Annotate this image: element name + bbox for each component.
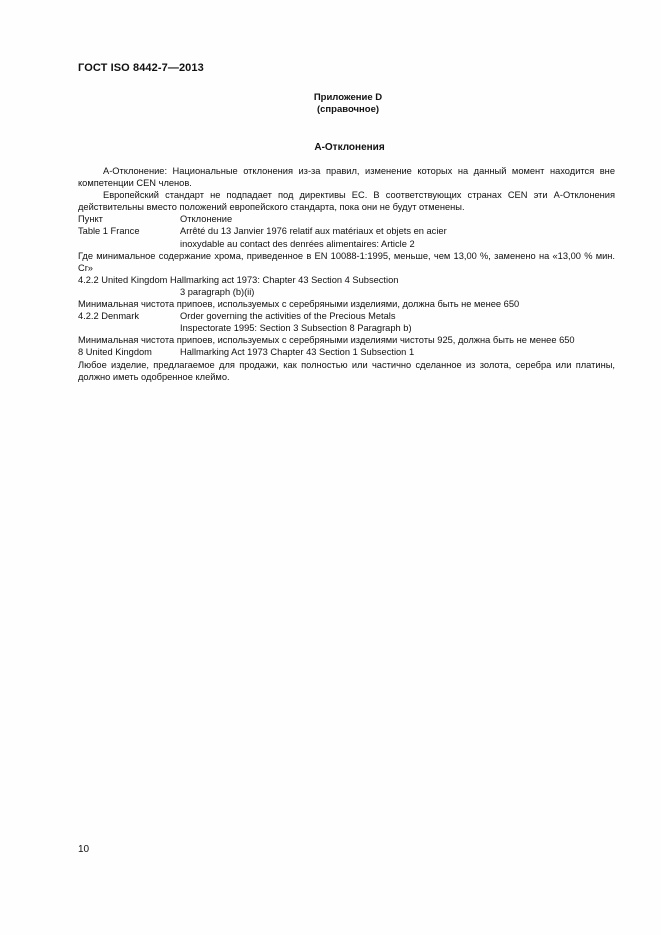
clause-denmark: 4.2.2 Denmark (78, 311, 139, 322)
section-title-text: А-Отклонения (314, 142, 385, 153)
column-header-deviation: Отклонение (180, 214, 233, 225)
annex-title: Приложение D (313, 92, 383, 103)
note-united-kingdom-2: Любое изделие, предлагаемое для продажи, как полностью или частично сделанное из золота, серебра или платины, должно иметь одобренное клеймо. (78, 359, 615, 382)
deviation-united-kingdom-2-line1: Hallmarking Act 1973 Chapter 43 Section 1 Subsection 1 (180, 347, 415, 358)
note-denmark: Минимальная чистота припоев, используемых с серебряными изделиями чистоты 925, должна быть не менее 650 (78, 335, 575, 346)
table-header-row (78, 213, 615, 225)
annex-heading (0, 92, 661, 116)
column-header-clause: Пункт (78, 214, 103, 225)
note-united-kingdom-1: Минимальная чистота припоев, используемых с серебряными изделиями, должна быть не менее 650 (78, 299, 520, 310)
note-france: Где минимальное содержание хрома, приведенное в EN 10088-1:1995, меньше, чем 13,00 %, заменено на «13,00 % мин. Cr» (78, 250, 615, 273)
table-row-united-kingdom-2 (78, 346, 615, 358)
clause-united-kingdom-2: 8 United Kingdom (78, 347, 152, 358)
deviation-france-line2: inoxydable au contact des denrées alimentaires: Article 2 (180, 238, 415, 249)
standard-code-header: ГОСТ ISO 8442-7—2013 (78, 62, 204, 74)
table-row-france (78, 225, 615, 237)
clause-france: Table 1 France (78, 226, 140, 237)
paragraph-scope: Европейский стандарт не подпадает под директивы ЕС. В соответствующих странах CEN эти А-Отклонения действительны вместо положений европейского стандарта, пока они не будут отменены. (78, 190, 615, 213)
table-row-denmark (78, 310, 615, 322)
table-row-united-kingdom-1: 4.2.2 United Kingdom Hallmarking act 1973: Chapter 43 Section 4 Subsection (78, 274, 399, 285)
section-title (0, 142, 661, 153)
deviation-denmark-line1: Order governing the activities of the Precious Metals (180, 311, 396, 322)
page-number: 10 (78, 844, 90, 855)
paragraph-definition: А-Отклонение: Национальные отклонения из-за правил, изменение которых на данный момент находится вне компетенции CEN членов. (78, 166, 615, 189)
annex-subtitle: (справочное) (316, 104, 380, 115)
deviation-united-kingdom-1-line2: 3 paragraph (b)(ii) (180, 286, 255, 297)
document-body (78, 165, 615, 383)
deviation-denmark-line2: Inspectorate 1995: Section 3 Subsection 8 Paragraph b) (180, 323, 412, 334)
deviation-france-line1: Arrêté du 13 Janvier 1976 relatif aux matériaux et objets en acier (180, 226, 447, 237)
